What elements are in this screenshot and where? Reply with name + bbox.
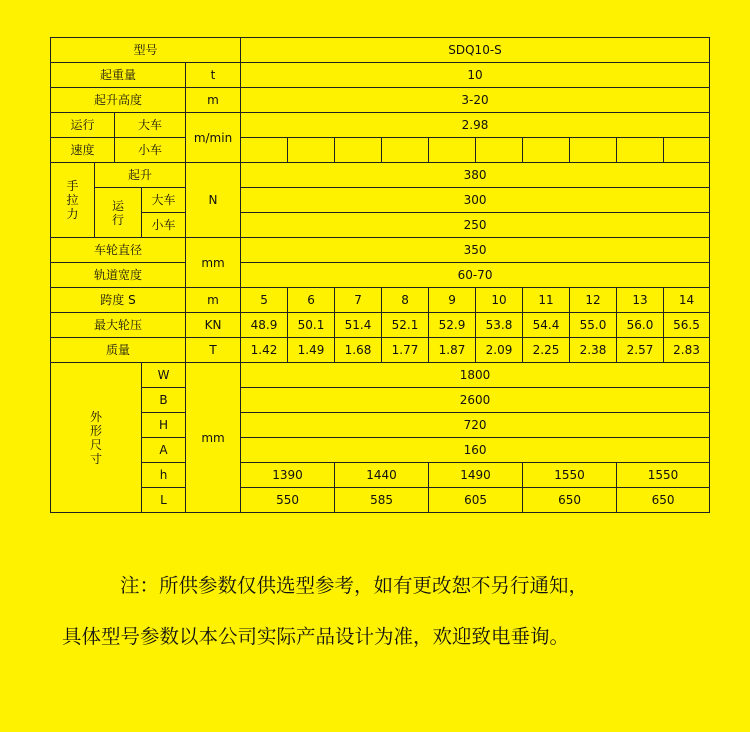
dimensions-char: 尺 xyxy=(89,437,102,452)
running-speed-label-top: 运行 xyxy=(51,113,115,138)
table-row xyxy=(51,188,710,213)
table-row xyxy=(51,338,710,363)
hand-force-small-label: 小车 xyxy=(142,213,186,238)
span-value: 9 xyxy=(429,288,476,313)
empty-cell xyxy=(617,138,664,163)
mass-value: 2.57 xyxy=(617,338,664,363)
wheel-diameter-label: 车轮直径 xyxy=(51,238,186,263)
empty-cell xyxy=(288,138,335,163)
mass-value: 2.38 xyxy=(570,338,617,363)
max-wheel-load-value: 52.9 xyxy=(429,313,476,338)
lifting-height-value: 3-20 xyxy=(241,88,710,113)
rail-width-value: 60-70 xyxy=(241,263,710,288)
hand-force-char: 拉 xyxy=(66,193,79,207)
span-value: 12 xyxy=(570,288,617,313)
table-row xyxy=(51,438,710,463)
hand-force-hoist-value: 380 xyxy=(241,163,710,188)
running-speed-small: 小车 xyxy=(115,138,186,163)
empty-cell xyxy=(241,138,288,163)
table-row xyxy=(51,63,710,88)
empty-cell xyxy=(429,138,476,163)
max-wheel-load-value: 53.8 xyxy=(476,313,523,338)
dim-L-value: 650 xyxy=(523,488,617,513)
hand-force-big-label: 大车 xyxy=(142,188,186,213)
dim-W-label: W xyxy=(142,363,186,388)
mass-value: 1.87 xyxy=(429,338,476,363)
running-speed-label-bottom: 速度 xyxy=(51,138,115,163)
span-value: 13 xyxy=(617,288,664,313)
table-row xyxy=(51,313,710,338)
empty-cell xyxy=(523,138,570,163)
dimensions-char: 寸 xyxy=(89,451,102,466)
empty-cell xyxy=(664,138,710,163)
table-row xyxy=(51,38,710,63)
dim-L-value: 605 xyxy=(429,488,523,513)
empty-cell xyxy=(476,138,523,163)
span-value: 14 xyxy=(664,288,710,313)
max-wheel-load-value: 56.5 xyxy=(664,313,710,338)
table-row xyxy=(51,238,710,263)
span-value: 5 xyxy=(241,288,288,313)
mass-value: 1.68 xyxy=(335,338,382,363)
max-wheel-load-unit: KN xyxy=(186,313,241,338)
max-wheel-load-value: 50.1 xyxy=(288,313,335,338)
table-row xyxy=(51,263,710,288)
table-row xyxy=(51,288,710,313)
table-row xyxy=(51,463,710,488)
empty-cell xyxy=(570,138,617,163)
dim-H-value: 720 xyxy=(241,413,710,438)
hand-force-big-value: 300 xyxy=(241,188,710,213)
mass-label: 质量 xyxy=(51,338,186,363)
dim-h-value: 1440 xyxy=(335,463,429,488)
dim-h-label: h xyxy=(142,463,186,488)
hand-force-hoist-label: 起升 xyxy=(95,163,186,188)
hand-force-run-char: 行 xyxy=(111,212,124,227)
dim-L-value: 550 xyxy=(241,488,335,513)
dim-h-value: 1550 xyxy=(617,463,710,488)
max-wheel-load-value: 54.4 xyxy=(523,313,570,338)
mass-value: 1.77 xyxy=(382,338,429,363)
max-wheel-load-value: 48.9 xyxy=(241,313,288,338)
lifting-capacity-value: 10 xyxy=(241,63,710,88)
table-row xyxy=(51,213,710,238)
wheel-diameter-value: 350 xyxy=(241,238,710,263)
table-row xyxy=(51,113,710,138)
max-wheel-load-value: 51.4 xyxy=(335,313,382,338)
dim-B-label: B xyxy=(142,388,186,413)
running-speed-value: 2.98 xyxy=(241,113,710,138)
dimensions-char: 形 xyxy=(89,423,102,438)
table-row xyxy=(51,488,710,513)
hand-force-char: 力 xyxy=(66,207,79,221)
table-row xyxy=(51,363,710,388)
max-wheel-load-value: 52.1 xyxy=(382,313,429,338)
empty-cell xyxy=(382,138,429,163)
table-row xyxy=(51,413,710,438)
mass-value: 2.09 xyxy=(476,338,523,363)
max-wheel-load-value: 56.0 xyxy=(617,313,664,338)
running-speed-unit: m/min xyxy=(186,113,241,163)
empty-cell xyxy=(335,138,382,163)
lifting-capacity-label: 起重量 xyxy=(51,63,186,88)
max-wheel-load-value: 55.0 xyxy=(570,313,617,338)
table-row xyxy=(51,388,710,413)
mass-unit: T xyxy=(186,338,241,363)
span-value: 6 xyxy=(288,288,335,313)
mass-value: 2.25 xyxy=(523,338,570,363)
dim-h-value: 1490 xyxy=(429,463,523,488)
spec-table xyxy=(50,37,710,513)
hand-force-unit: N xyxy=(186,163,241,238)
model-label: 型号 xyxy=(51,38,241,63)
dimensions-label xyxy=(51,363,142,513)
lifting-height-label: 起升高度 xyxy=(51,88,186,113)
dim-L-value: 585 xyxy=(335,488,429,513)
span-value: 7 xyxy=(335,288,382,313)
dim-A-label: A xyxy=(142,438,186,463)
hand-force-small-value: 250 xyxy=(241,213,710,238)
note-line-2: 具体型号参数以本公司实际产品设计为准，欢迎致电垂询。 xyxy=(62,625,570,648)
dim-W-value: 1800 xyxy=(241,363,710,388)
hand-force-run-char: 运 xyxy=(111,198,124,213)
span-value: 8 xyxy=(382,288,429,313)
dim-h-value: 1390 xyxy=(241,463,335,488)
span-value: 11 xyxy=(523,288,570,313)
dim-H-label: H xyxy=(142,413,186,438)
wheel-rail-unit: mm xyxy=(186,238,241,288)
dim-L-value: 650 xyxy=(617,488,710,513)
hand-force-char: 手 xyxy=(66,179,79,193)
dim-B-value: 2600 xyxy=(241,388,710,413)
mass-value: 1.42 xyxy=(241,338,288,363)
running-speed-big: 大车 xyxy=(115,113,186,138)
lifting-height-unit: m xyxy=(186,88,241,113)
span-unit: m xyxy=(186,288,241,313)
note-line-1: 注：所供参数仅供选型参考，如有更改恕不另行通知， xyxy=(120,574,589,597)
span-label: 跨度 S xyxy=(51,288,186,313)
hand-force-run-label xyxy=(95,188,142,238)
dimensions-unit: mm xyxy=(186,363,241,513)
lifting-capacity-unit: t xyxy=(186,63,241,88)
table-row xyxy=(51,88,710,113)
model-value: SDQ10-S xyxy=(241,38,710,63)
table-row xyxy=(51,138,710,163)
span-value: 10 xyxy=(476,288,523,313)
hand-force-label xyxy=(51,163,95,238)
max-wheel-load-label: 最大轮压 xyxy=(51,313,186,338)
dimensions-char: 外 xyxy=(89,409,102,424)
rail-width-label: 轨道宽度 xyxy=(51,263,186,288)
table-row xyxy=(51,163,710,188)
dim-h-value: 1550 xyxy=(523,463,617,488)
mass-value: 2.83 xyxy=(664,338,710,363)
mass-value: 1.49 xyxy=(288,338,335,363)
dim-A-value: 160 xyxy=(241,438,710,463)
dim-L-label: L xyxy=(142,488,186,513)
